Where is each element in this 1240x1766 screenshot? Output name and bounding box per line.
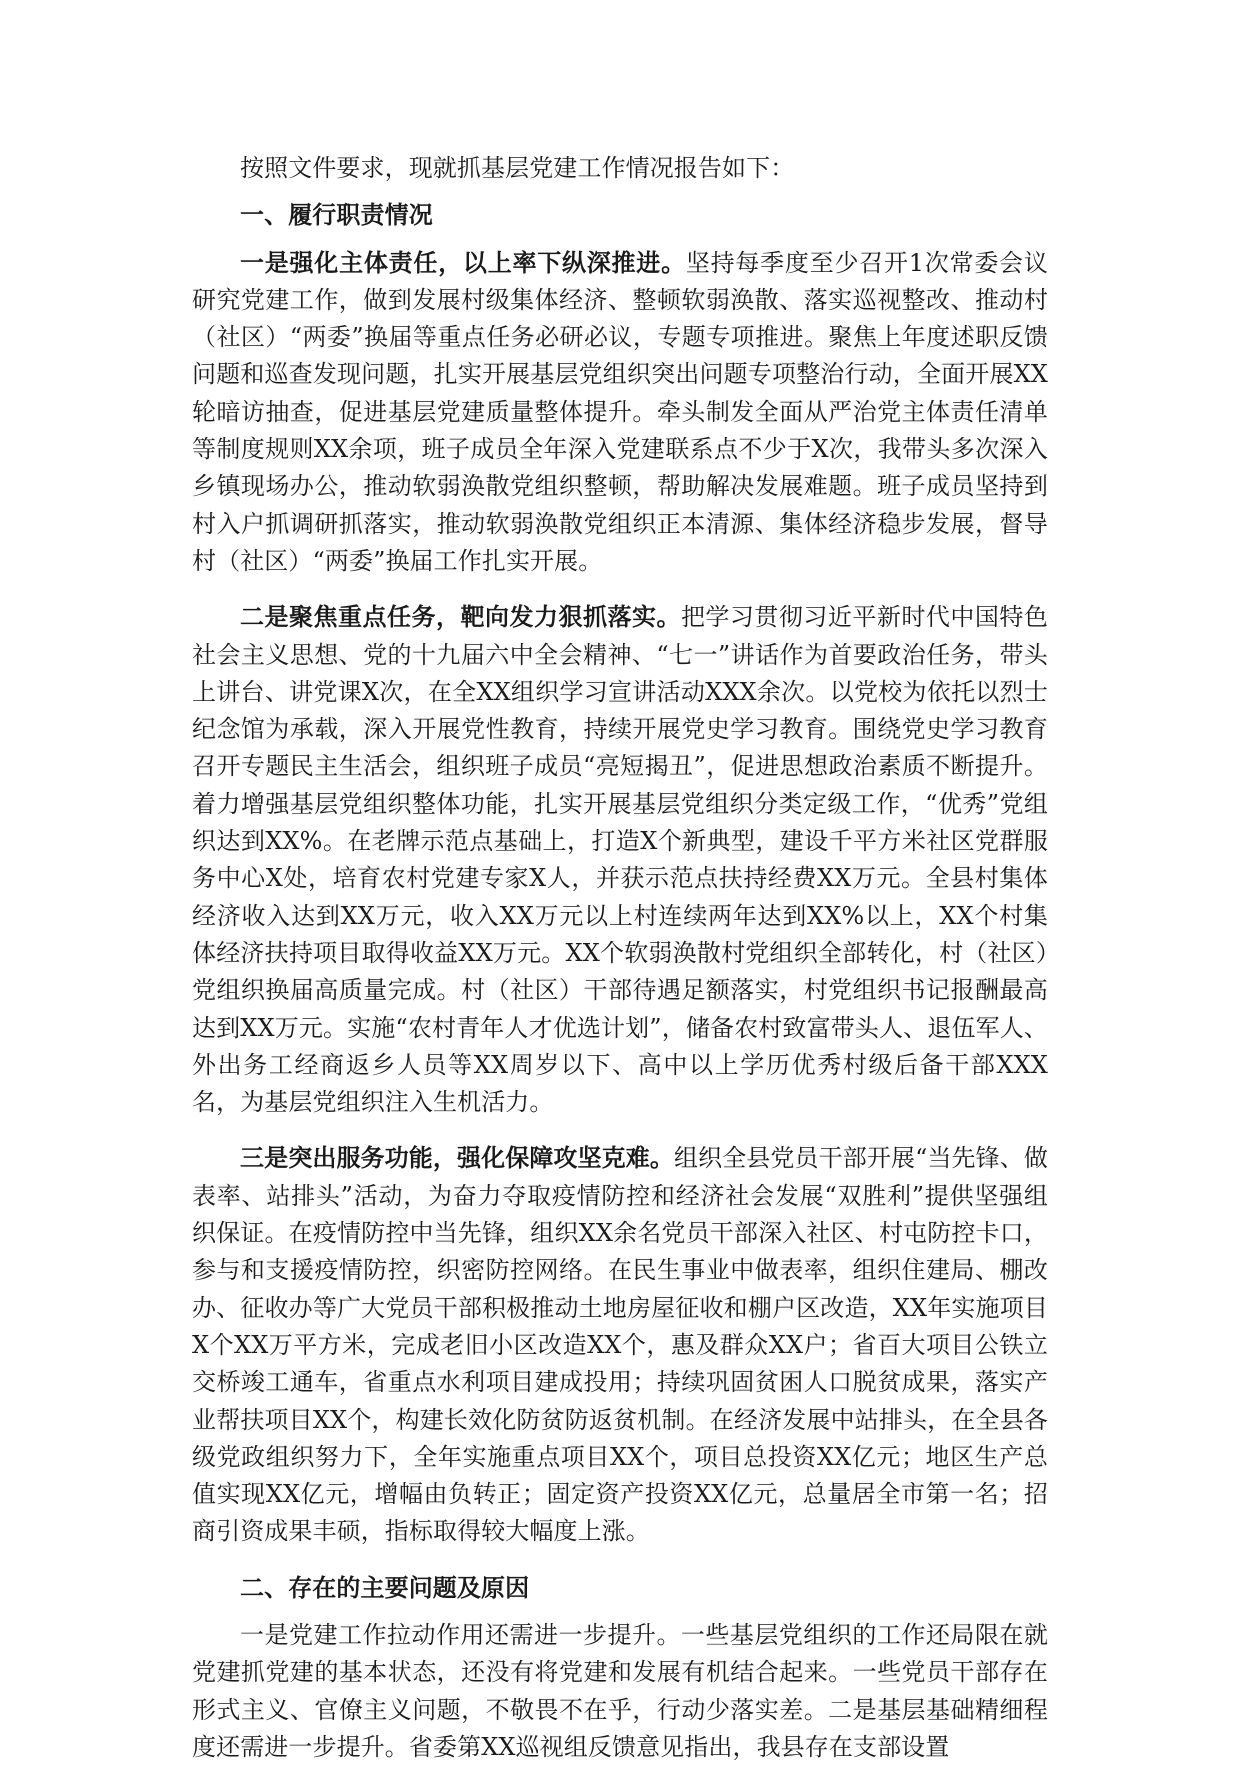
- paragraph-body: 坚持每季度至少召开1次常委会议研究党建工作，做到发展村级集体经济、整顿软弱涣散、落实巡视整改、推动村（社区）“两委”换届等重点任务必研必议，专题专项推进。聚焦上年度述职反馈问题和巡查发现问题，扎实开展基层党组织突出问题专项整治行动，全面开展XX轮暗访抽查，促进基层党建质量整体提升。牵头制发全面从严治党主体责任清单等制度规则XX余项，班子成员全年深入党建联系点不少于X次，我带头多次深入乡镇现场办公，推动软弱涣散党组织整顿，帮助解决发展难题。班子成员坚持到村入户抓调研抓落实，推动软弱涣散党组织正本清源、集体经济稳步发展，督导村（社区）“两委”换届工作扎实开展。: [192, 248, 1048, 575]
- paragraph-main-responsibility: [192, 245, 1048, 581]
- paragraph-body: 把学习贯彻习近平新时代中国特色社会主义思想、党的十九届六中全会精神、“七一”讲话作为首要政治任务，带头上讲台、讲党课X次，在全XX组织学习宣讲活动XXX余次。以党校为依托以烈士纪念馆为承载，深入开展党性教育，持续开展党史学习教育。围绕党史学习教育召开专题民主生活会，组织班子成员“亮短揭丑”，促进思想政治素质不断提升。着力增强基层党组织整体功能，扎实开展基层党组织分类定级工作，“优秀”党组织达到XX%。在老牌示范点基础上，打造X个新典型，建设千平方米社区党群服务中心X处，培育农村党建专家X人，并获示范点扶持经费XX万元。全县村集体经济收入达到XX万元，收入XX万元以上村连续两年达到XX%以上，XX个村集体经济扶持项目取得收益XX万元。XX个软弱涣散村党组织全部转化，村（社区）党组织换届高质量完成。村（社区）干部待遇足额落实，村党组织书记报酬最高达到XX万元。实施“农村青年人才优选计划”，储备农村致富带头人、退伍军人、外出务工经商返乡人员等XX周岁以下、高中以上学历优秀村级后备干部XXX名，为基层党组织注入生机活力。: [192, 603, 1048, 1117]
- paragraph-problems: [192, 1617, 1048, 1766]
- paragraph-body: 组织全县党员干部开展“当先锋、做表率、站排头”活动，为奋力夺取疫情防控和经济社会发展“双胜利”提供坚强组织保证。在疫情防控中当先锋，组织XX余名党员干部深入社区、村屯防控卡口，参与和支援疫情防控，织密防控网络。在民生事业中做表率，组织住建局、棚改办、征收办等广大党员干部积极推动土地房屋征收和棚户区改造，XX年实施项目X个XX万平方米，完成老旧小区改造XX个，惠及群众XX户；省百大项目公铁立交桥竣工通车，省重点水利项目建成投用；持续巩固贫困人口脱贫成果，落实产业帮扶项目XX个，构建长效化防贫防返贫机制。在经济发展中站排头，在全县各级党政组织努力下，全年实施重点项目XX个，项目总投资XX亿元；地区生产总值实现XX亿元，增幅由负转正；固定资产投资XX亿元，总量居全市第一名；招商引资成果丰硕，指标取得较大幅度上涨。: [192, 1144, 1048, 1546]
- paragraph-lead: 三是突出服务功能，强化保障攻坚克难。: [240, 1144, 674, 1173]
- section-heading-duties: 一、履行职责情况: [240, 201, 433, 230]
- document-page: [192, 150, 1048, 1766]
- paragraph-body: 一是党建工作拉动作用还需进一步提升。一些基层党组织的工作还局限在就党建抓党建的基本状态，还没有将党建和发展有机结合起来。一些党员干部存在形式主义、官僚主义问题，不敬畏不在乎，行动少落实差。二是基层基础精细程度还需进一步提升。省委第XX巡视组反馈意见指出，我县存在支部设置: [192, 1620, 1048, 1761]
- paragraph-key-tasks: [192, 599, 1048, 1121]
- section-heading-problems: 二、存在的主要问题及原因: [240, 1573, 530, 1602]
- paragraph-service-function: [192, 1140, 1048, 1550]
- paragraph-lead: 二是聚焦重点任务，靶向发力狠抓落实。: [240, 603, 681, 632]
- paragraph-lead: 一是强化主体责任，以上率下纵深推进。: [240, 248, 686, 277]
- intro-paragraph: 按照文件要求，现就抓基层党建工作情况报告如下：: [240, 154, 795, 182]
